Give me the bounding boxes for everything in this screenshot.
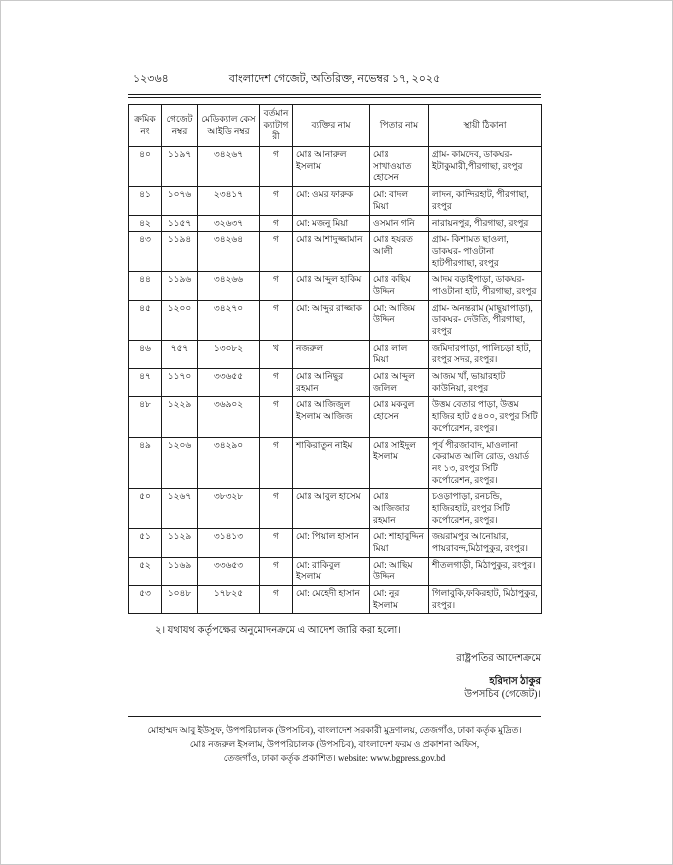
- imprint-line: মোঃ নজরুল ইসলাম, উপপরিচালক (উপসচিব), বাংলাদেশ ফরম ও প্রকাশনা অফিস,: [189, 738, 480, 749]
- cell-medical-case-id: ১৩০৮২: [198, 340, 260, 368]
- cell-medical-case-id: ৩৪২৭০: [198, 300, 260, 340]
- cell-serial: ৫৩: [129, 586, 162, 614]
- page-number: ১২৩৬৪: [133, 73, 169, 85]
- cell-address: শীতলগাড়ী, মিঠাপুকুর, রংপুর।: [429, 557, 542, 585]
- cell-serial: ৪২: [129, 215, 162, 232]
- cell-serial: ৪৩: [129, 232, 162, 272]
- cell-father-name: মো: নুর ইসলাম: [370, 586, 429, 614]
- imprint-line: তেজগাঁও, ঢাকা কর্তৃক প্রকাশিত। website: www.bgpress.gov.bd: [223, 752, 446, 763]
- footer-divider: [128, 716, 541, 717]
- table-row: [129, 557, 542, 585]
- cell-serial: ৪৬: [129, 340, 162, 368]
- gazette-table: [128, 104, 542, 614]
- cell-serial: ৪৫: [129, 300, 162, 340]
- cell-person-name: মো: পিয়াল হাসান: [293, 529, 370, 557]
- cell-gazette-no: ১২০৬: [162, 437, 198, 489]
- cell-person-name: মোঃ আজিজুল ইসলাম আজিজ: [293, 397, 370, 437]
- cell-medical-case-id: ৩৮৩২৮: [198, 489, 260, 529]
- masthead-divider: [128, 94, 541, 98]
- cell-medical-case-id: ১৭৮২৫: [198, 586, 260, 614]
- cell-gazette-no: ১২৬৭: [162, 489, 198, 529]
- table-row: [129, 232, 542, 272]
- cell-medical-case-id: ৩২৬৩৭: [198, 215, 260, 232]
- imprint-line: মোহাম্মদ আবু ইউসুফ, উপপরিচালক (উপসচিব), বাংলাদেশ সরকারী মুদ্রণালয়, তেজগাঁও, ঢাকা কর্তৃক মুদ্রিত।: [147, 724, 522, 735]
- cell-address: জয়রামপুর আনোয়ার, পায়রাবন্দ,মিঠাপুকুর, রংপুর।: [429, 529, 542, 557]
- cell-person-name: মোঃ আনিছুর রহমান: [293, 369, 370, 397]
- cell-father-name: মোঃ লাল মিয়া: [370, 340, 429, 368]
- cell-address: লাদন, কান্দিরহাট, পীরগাছা, রংপুর: [429, 187, 542, 215]
- cell-category: গ: [260, 300, 293, 340]
- cell-father-name: মোঃ মকবুল হোসেন: [370, 397, 429, 437]
- imprint-footer: [128, 724, 541, 766]
- table-row: [129, 397, 542, 437]
- cell-category: খ: [260, 340, 293, 368]
- cell-serial: ৪৪: [129, 272, 162, 300]
- cell-category: গ: [260, 557, 293, 585]
- cell-person-name: মোঃ আশাদুজ্জামান: [293, 232, 370, 272]
- cell-medical-case-id: ৩৪২৯০: [198, 437, 260, 489]
- cell-person-name: মো: মেহেদী হাসান: [293, 586, 370, 614]
- signature-block: [128, 652, 541, 702]
- cell-address: আদম বড়াইপাড়া, ডাকঘর- পাওটানা হাট, পীরগাছা, রংপুর: [429, 272, 542, 300]
- cell-medical-case-id: ৩৩৬৫৩: [198, 557, 260, 585]
- cell-gazette-no: ১০৪৮: [162, 586, 198, 614]
- cell-father-name: ওসমান গনি: [370, 215, 429, 232]
- cell-category: গ: [260, 232, 293, 272]
- cell-serial: ৪৮: [129, 397, 162, 437]
- cell-father-name: মোঃ হযরত আলী: [370, 232, 429, 272]
- cell-address: গ্রাম- কামদেব, ডাকঘর- ইটাকুমারী,পীরগাছা, রংপুর: [429, 147, 542, 187]
- cell-person-name: মো: ওমর ফারুক: [293, 187, 370, 215]
- column-header: বর্তমান ক্যাটাগরী: [260, 105, 293, 147]
- by-order-text: রাষ্ট্রপতির আদেশক্রমে: [456, 653, 541, 665]
- table-row: [129, 586, 542, 614]
- cell-address: জমিদারপাড়া, পালিচড়া হাট, রংপুর সদর, রংপুর।: [429, 340, 542, 368]
- signatory-name: হরিদাস ঠাকুর: [489, 675, 541, 687]
- cell-medical-case-id: ৩৪২৬৪: [198, 232, 260, 272]
- table-row: [129, 272, 542, 300]
- cell-category: গ: [260, 397, 293, 437]
- cell-category: গ: [260, 489, 293, 529]
- column-header: মেডিক্যাল কেস আইডি নম্বর: [198, 105, 260, 147]
- cell-category: গ: [260, 215, 293, 232]
- cell-address: গ্রাম- কিশামত ছাওলা, ডাকঘর- পাওটানা হাটপীরগাছা, রংপুর: [429, 232, 542, 272]
- cell-serial: ৪০: [129, 147, 162, 187]
- cell-gazette-no: ১১৯৬: [162, 272, 198, 300]
- cell-serial: ৫১: [129, 529, 162, 557]
- cell-person-name: মো: আব্দুর রাজ্জাক: [293, 300, 370, 340]
- table-body: [129, 147, 542, 614]
- cell-gazette-no: ১১৯৪: [162, 232, 198, 272]
- column-header: স্থায়ী ঠিকানা: [429, 105, 542, 147]
- page-content: [128, 1, 541, 766]
- cell-category: গ: [260, 147, 293, 187]
- cell-gazette-no: ১২০০: [162, 300, 198, 340]
- cell-category: গ: [260, 437, 293, 489]
- cell-person-name: শাকিরাতুন নাইম: [293, 437, 370, 489]
- cell-address: উত্তম বেতার পাড়া, উত্তম হাজির হাট ৫৪০০, রংপুর সিটি কর্পোরেশন, রংপুর।: [429, 397, 542, 437]
- cell-person-name: মো: মজনু মিয়া: [293, 215, 370, 232]
- page-title: বাংলাদেশ গেজেট, অতিরিক্ত, নভেম্বর ১৭, ২০২৫: [228, 73, 441, 85]
- table-row: [129, 489, 542, 529]
- cell-medical-case-id: ৩৩৬৫৫: [198, 369, 260, 397]
- column-header: পিতার নাম: [370, 105, 429, 147]
- cell-person-name: মো: রাকিবুল ইসলাম: [293, 557, 370, 585]
- cell-medical-case-id: ২৩৪১৭: [198, 187, 260, 215]
- cell-father-name: মোঃ আব্দুল জলিল: [370, 369, 429, 397]
- cell-address: গিলাবুকি,ফকিরহাট, মিঠাপুকুর, রংপুর।: [429, 586, 542, 614]
- cell-medical-case-id: ৩৬৯০২: [198, 397, 260, 437]
- cell-medical-case-id: ৩১৪১৩: [198, 529, 260, 557]
- cell-medical-case-id: ৩৪২৬৭: [198, 147, 260, 187]
- cell-person-name: মোঃ আনারুল ইসলাম: [293, 147, 370, 187]
- table-row: [129, 340, 542, 368]
- cell-gazette-no: ১১৫৭: [162, 215, 198, 232]
- column-header: গেজেট নম্বর: [162, 105, 198, 147]
- cell-category: গ: [260, 369, 293, 397]
- column-header: ব্যক্তির নাম: [293, 105, 370, 147]
- signatory-title: উপসচিব (গেজেট)।: [464, 689, 541, 701]
- cell-category: গ: [260, 529, 293, 557]
- cell-gazette-no: ১০৭৬: [162, 187, 198, 215]
- cell-father-name: মো: আজিম উদ্দিন: [370, 300, 429, 340]
- table-row: [129, 369, 542, 397]
- cell-person-name: মোঃ আব্দুল হাকিম: [293, 272, 370, 300]
- cell-category: গ: [260, 272, 293, 300]
- cell-father-name: মো: শাহাবুদ্দিন মিয়া: [370, 529, 429, 557]
- cell-gazette-no: ১১৯৭: [162, 147, 198, 187]
- cell-person-name: নজরুল: [293, 340, 370, 368]
- cell-father-name: মো: আছিম উদ্দিন: [370, 557, 429, 585]
- cell-gazette-no: ৭৫৭: [162, 340, 198, 368]
- cell-address: পূর্ব পীরজাবাদ, মাওলানা কেরামত আলি রোড, ওয়ার্ড নং ১৩, রংপুর সিটি কর্পোরেশন, রংপুর।: [429, 437, 542, 489]
- table-row: [129, 437, 542, 489]
- cell-address: গ্রাম- অনন্তরাম (মাছুয়াপাড়া), ডাকঘর- দেউতি, পীরগাছা, রংপুর: [429, 300, 542, 340]
- table-row: [129, 187, 542, 215]
- cell-address: আজম খাঁ, ভায়ারহাট কাউনিয়া, রংপুর: [429, 369, 542, 397]
- cell-gazette-no: ১১২৯: [162, 529, 198, 557]
- cell-father-name: মোঃ সাইদুল ইসলাম: [370, 437, 429, 489]
- cell-serial: ৫২: [129, 557, 162, 585]
- table-row: [129, 529, 542, 557]
- cell-gazette-no: ১১৬৯: [162, 557, 198, 585]
- column-header: ক্রমিক নং: [129, 105, 162, 147]
- cell-serial: ৪১: [129, 187, 162, 215]
- cell-person-name: মোঃ আবুল হাসেম: [293, 489, 370, 529]
- table-header: [129, 105, 542, 147]
- cell-medical-case-id: ৩৪২৬৬: [198, 272, 260, 300]
- masthead: [128, 72, 541, 88]
- cell-category: গ: [260, 187, 293, 215]
- cell-serial: ৪৭: [129, 369, 162, 397]
- cell-father-name: মো: বাদল মিয়া: [370, 187, 429, 215]
- cell-serial: ৫০: [129, 489, 162, 529]
- cell-category: গ: [260, 586, 293, 614]
- cell-address: চওড়াপাড়া, রনচন্ডি, হাজিরহাট, রংপুর সিটি কর্পোরেশন, রংপুর।: [429, 489, 542, 529]
- cell-father-name: মোঃ সাখাওয়াত হোসেন: [370, 147, 429, 187]
- cell-father-name: মোঃ আজিজার রহমান: [370, 489, 429, 529]
- table-row: [129, 215, 542, 232]
- cell-father-name: মোঃ কছিম উদ্দিন: [370, 272, 429, 300]
- table-row: [129, 300, 542, 340]
- table-row: [129, 147, 542, 187]
- table-header-row: [129, 105, 542, 147]
- cell-address: নারায়নপুর, পীরগাছা, রংপুর: [429, 215, 542, 232]
- cell-gazette-no: ১১৭০: [162, 369, 198, 397]
- cell-serial: ৪৯: [129, 437, 162, 489]
- cell-gazette-no: ১২২৯: [162, 397, 198, 437]
- order-statement: ২। যথাযথ কর্তৃপক্ষের অনুমোদনক্রমে এ আদেশ জারি করা হলো।: [155, 625, 401, 637]
